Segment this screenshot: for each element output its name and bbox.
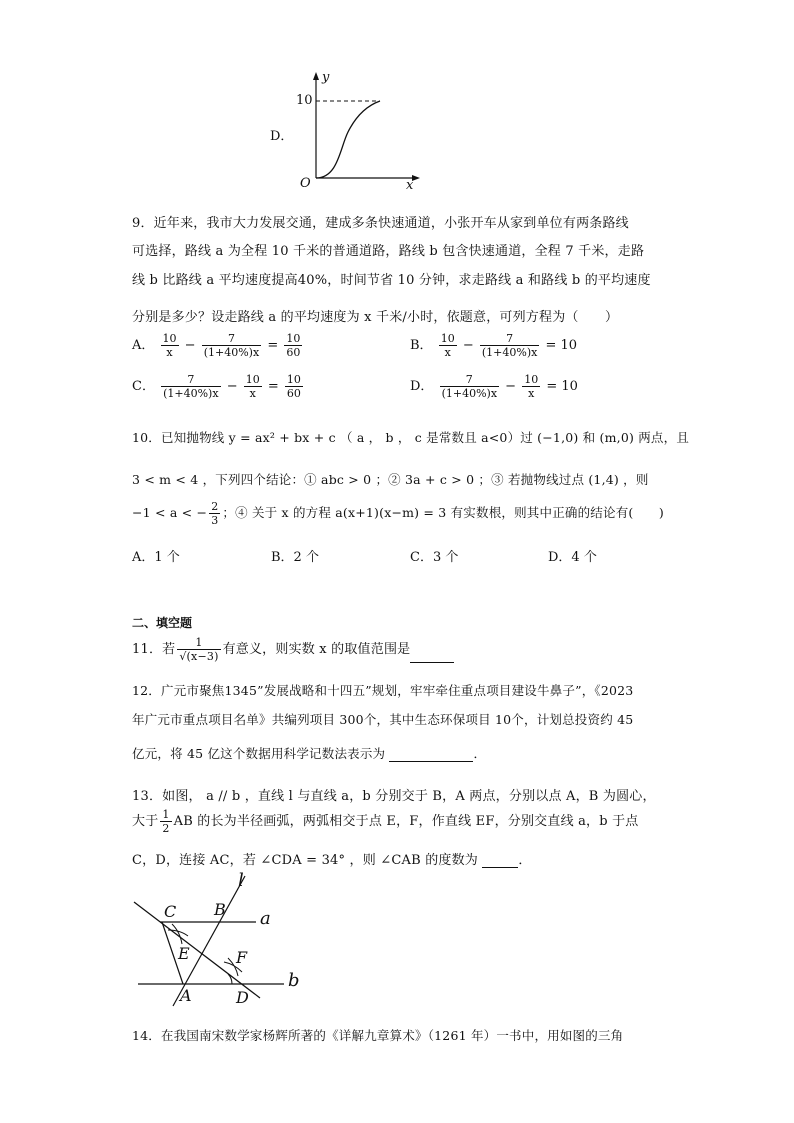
q10-option-d[interactable]: D．4 个 bbox=[548, 550, 597, 565]
fig-label-l: l bbox=[238, 870, 244, 891]
q10-option-a[interactable]: A．1 个 bbox=[132, 550, 180, 565]
q13-line-2: 大于 $\frac{1}{2}$ AB 的长为半径画弧，两弧相交于点 E，F，作直线 EF，分别交直线 a，b 于点 bbox=[132, 808, 639, 835]
q9-option-c[interactable]: C． $\frac{7}{(1+40\%)x}$ − $\frac{10}{x}$ = $\frac{10}{60}$ bbox=[132, 373, 301, 400]
q8d-y-label: y bbox=[322, 70, 330, 85]
q9-option-b[interactable]: B． $\frac{10}{x}$ − $\frac{7}{(1+40\%)x}$ = 10 bbox=[410, 332, 578, 359]
q11-line: 11．若 $\frac{1}{√(x-3)}$ 有意义，则实数 x 的取值范围是 bbox=[132, 636, 454, 663]
q10-option-c[interactable]: C．3 个 bbox=[410, 550, 459, 565]
q13-answer-blank[interactable] bbox=[482, 853, 518, 868]
q8d-curve bbox=[316, 101, 380, 178]
q8d-origin: O bbox=[300, 176, 311, 191]
q11-answer-blank[interactable] bbox=[410, 648, 454, 663]
q10-line-1: 10．已知抛物线 y = ax² + bx + c （ a ， b ， c 是常数且 a<0）过 (−1,0) 和 (m,0) 两点，且 bbox=[132, 430, 690, 445]
fig-label-D: D bbox=[236, 988, 249, 1007]
q9-line-2: 可选择，路线 a 为全程 10 千米的普通道路，路线 b 包含快速通道，全程 7 千米，走路 bbox=[132, 244, 645, 259]
arc-e2 bbox=[172, 924, 182, 944]
q13-line-1: 13．如图， a // b ，直线 l 与直线 a，b 分别交于 B，A 两点，分别以点 A，B 为圆心， bbox=[132, 789, 656, 804]
fig-label-a: a bbox=[260, 908, 271, 929]
q8d-graph bbox=[290, 70, 430, 195]
q9-line-3: 线 b 比路线 a 平均速度提高40%，时间节省 10 分钟，求走路线 a 和路线 b 的平均速度 bbox=[132, 273, 651, 288]
q9-line-1: 9．近年来，我市大力发展交通，建成多条快速通道，小张开车从家到单位有两条路线 bbox=[132, 216, 629, 231]
fig-label-C: C bbox=[164, 902, 177, 921]
q9-option-a[interactable]: A． $\frac{10}{x}$ − $\frac{7}{(1+40\%)x}$ = $\frac{10}{60}$ bbox=[132, 332, 301, 359]
q12-line-2: 年广元市重点项目名单》共编列项目 300个，其中生态环保项目 10个，计划总投资约 45 bbox=[132, 712, 634, 727]
q14-line-1: 14．在我国南宋数学家杨辉所著的《详解九章算术》（1261 年）一书中，用如图的三角 bbox=[132, 1028, 624, 1043]
section-title-fill-blank: 二、填空题 bbox=[132, 616, 193, 630]
q13-line-3: C，D，连接 AC，若 ∠CDA = 34° ，则 ∠CAB 的度数为 ． bbox=[132, 853, 532, 868]
q12-line-1: 12．广元市聚焦1345”发展战略和十四五”规划，牢牢牵住重点项目建设牛鼻子”，《2023 bbox=[132, 683, 634, 698]
q13-figure bbox=[128, 870, 318, 1010]
q10-line-2: 3 < m < 4 ，下列四个结论：① abc > 0 ；② 3a + c > 0 ；③ 若抛物线过点 (1,4) ，则 bbox=[132, 472, 649, 487]
fig-label-A: A bbox=[180, 986, 192, 1005]
q12-answer-blank[interactable] bbox=[389, 747, 473, 762]
fig-label-F: F bbox=[236, 948, 248, 967]
q8d-x-label: x bbox=[406, 178, 414, 193]
q8d-label: D． bbox=[270, 129, 294, 144]
q12-line-3: 亿元，将 45 亿这个数据用科学记数法表示为 ． bbox=[132, 746, 487, 761]
fig-label-E: E bbox=[178, 944, 190, 963]
fig-label-B: B bbox=[214, 900, 226, 919]
fig-label-b: b bbox=[288, 970, 300, 991]
q10-line-3: −1 < a < − $\frac{2}{3}$ ；④ 关于 x 的方程 a(x+1)(x−m) = 3 有实数根，则其中正确的结论有( ) bbox=[132, 500, 664, 527]
q8d-tick-10: 10 bbox=[296, 93, 313, 108]
q9-option-d[interactable]: D． $\frac{7}{(1+40\%)x}$ − $\frac{10}{x}$ = 10 bbox=[410, 373, 578, 400]
q8-option-d bbox=[270, 70, 430, 195]
q10-option-b[interactable]: B．2 个 bbox=[271, 550, 319, 565]
q9-line-4: 分别是多少？设走路线 a 的平均速度为 x 千米/小时，依题意，可列方程为（ ） bbox=[132, 310, 619, 325]
